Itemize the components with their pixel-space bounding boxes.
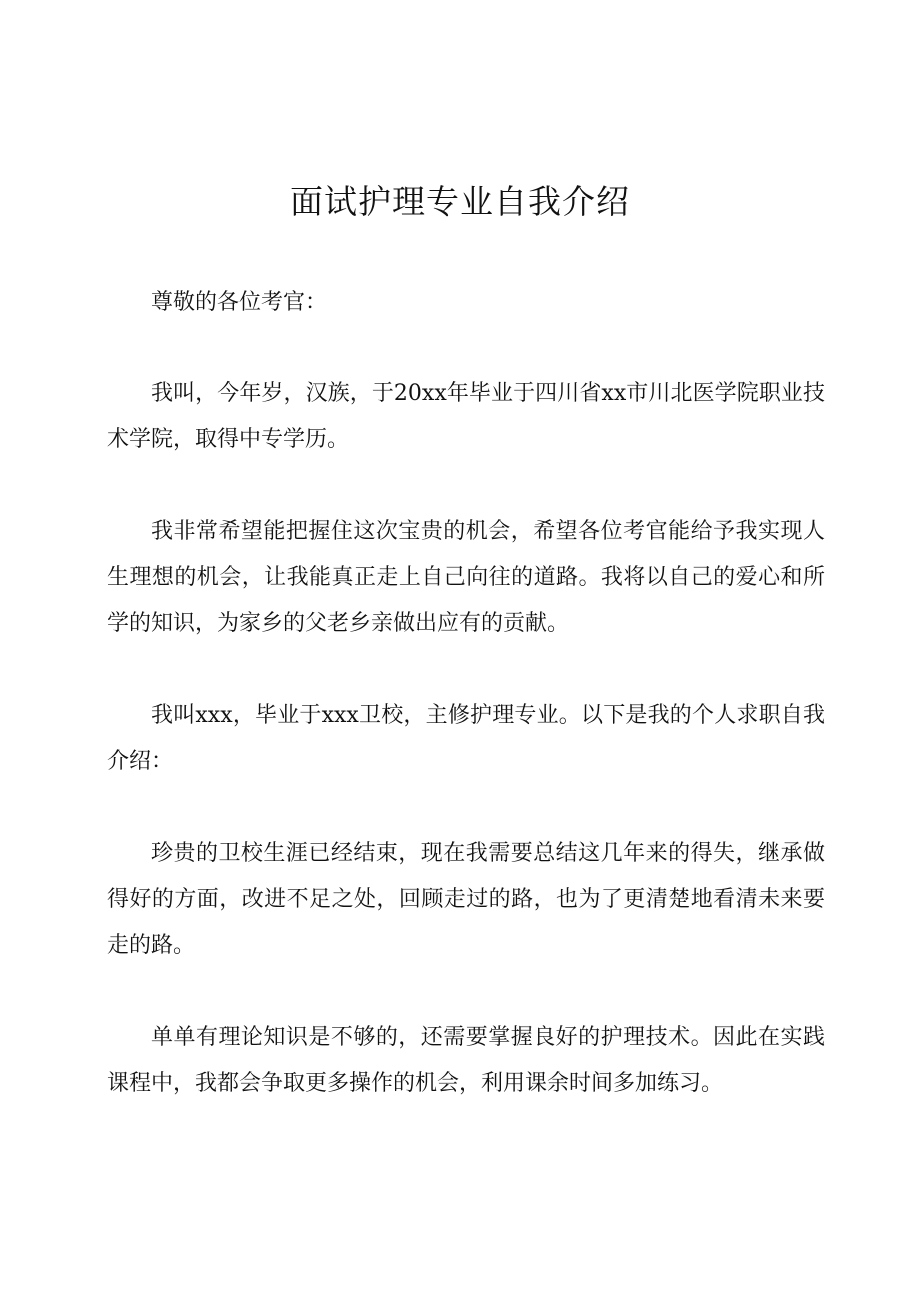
- paragraph-practice: 单单有理论知识是不够的，还需要掌握良好的护理技术。因此在实践课程中，我都会争取更多操作的机会，利用课余时间多加练习。: [107, 1025, 825, 1096]
- greeting-paragraph: 尊敬的各位考官：: [151, 290, 328, 315]
- document-title: 面试护理专业自我介绍: [290, 182, 630, 221]
- paragraph-aspiration: 我非常希望能把握住这次宝贵的机会，希望各位考官能给予我实现人生理想的机会，让我能真正走上自己向往的道路。我将以自己的爱心和所学的知识，为家乡的父老乡亲做出应有的贡献。: [107, 519, 825, 636]
- paragraph-introduction: 我叫xxx，毕业于xxx卫校，主修护理专业。以下是我的个人求职自我介绍：: [107, 703, 825, 774]
- paragraph-summary: 珍贵的卫校生涯已经结束，现在我需要总结这几年来的得失，继承做得好的方面，改进不足之处，回顾走过的路，也为了更清楚地看清未来要走的路。: [107, 841, 825, 958]
- paragraph-basic-info: 我叫，今年岁，汉族，于20xx年毕业于四川省xx市川北医学院职业技术学院，取得中专学历。: [107, 381, 825, 452]
- document-body: [107, 280, 825, 1107]
